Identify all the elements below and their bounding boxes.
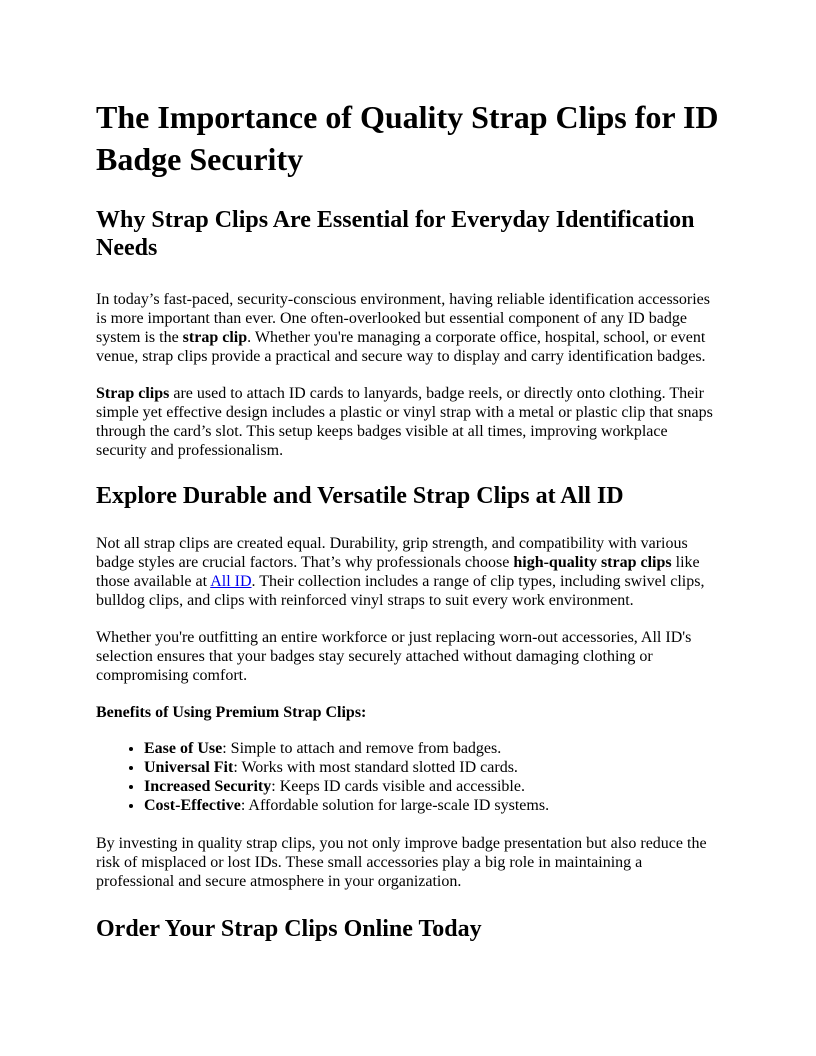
list-item <box>144 777 720 796</box>
page-title: The Importance of Quality Strap Clips for ID Badge Security <box>96 99 719 177</box>
subtitle-heading: Why Strap Clips Are Essential for Everyday Identification Needs <box>96 207 695 261</box>
explore-p1-text-end: . Their collection includes a range of clip types, including swivel clips, bulldog clips, and clips with reinforced vinyl straps to suit every work environment. <box>96 573 705 609</box>
intro-paragraph-2 <box>96 384 720 460</box>
intro-p2-text: are used to attach ID cards to lanyards, badge reels, or directly onto clothing. Their simple yet effective design includes a plastic or vinyl strap with a metal or plastic clip that snaps through the card’s slot. This setup keeps badges visible at all times, improving workplace security and professionalism. <box>96 385 713 459</box>
list-item <box>144 796 720 815</box>
list-item <box>144 739 720 758</box>
explore-p1-text-middle: like those available at <box>96 554 700 590</box>
all-id-link[interactable]: All ID <box>210 573 252 590</box>
document-page <box>96 96 720 963</box>
intro-paragraph-1 <box>96 290 720 366</box>
benefit-text: : Keeps ID cards visible and accessible. <box>271 778 525 795</box>
intro-p1-text-end: . Whether you're managing a corporate office, hospital, school, or event venue, strap clips provide a practical and secure way to display and carry identification badges. <box>96 329 706 365</box>
order-heading: Order Your Strap Clips Online Today <box>96 916 482 942</box>
list-item <box>144 758 720 777</box>
benefits-heading: Benefits of Using Premium Strap Clips: <box>96 704 367 721</box>
benefit-label: Ease of Use <box>144 740 223 757</box>
benefit-label: Cost-Effective <box>144 797 241 814</box>
explore-paragraph-2: Whether you're outfitting an entire workforce or just replacing worn-out accessories, All ID's selection ensures that your badges stay securely attached without damaging clothing or compromising comfort. <box>96 629 692 684</box>
explore-heading: Explore Durable and Versatile Strap Clips at All ID <box>96 483 624 509</box>
benefit-text: : Works with most standard slotted ID cards. <box>233 759 518 776</box>
intro-p1-bold: strap clip <box>182 329 248 346</box>
benefit-label: Universal Fit <box>144 759 234 776</box>
benefits-list <box>96 739 720 815</box>
closing-paragraph: By investing in quality strap clips, you not only improve badge presentation but also reduce the risk of misplaced or lost IDs. These small accessories play a big role in maintaining a professional and secure atmosphere in your organization. <box>96 835 707 890</box>
explore-paragraph-1 <box>96 534 720 610</box>
explore-p1-bold: high-quality strap clips <box>513 554 672 571</box>
explore-p1-text-start: Not all strap clips are created equal. Durability, grip strength, and compatibility with various badge styles are crucial factors. That’s why professionals choose <box>96 535 688 571</box>
intro-p2-bold: Strap clips <box>96 385 170 402</box>
benefit-label: Increased Security <box>144 778 272 795</box>
benefit-text: : Simple to attach and remove from badges. <box>222 740 502 757</box>
intro-p1-text-start: In today’s fast-paced, security-conscious environment, having reliable identification accessories is more important than ever. One often-overlooked but essential component of any ID badge system is the <box>96 291 711 346</box>
benefit-text: : Affordable solution for large-scale ID systems. <box>240 797 550 814</box>
